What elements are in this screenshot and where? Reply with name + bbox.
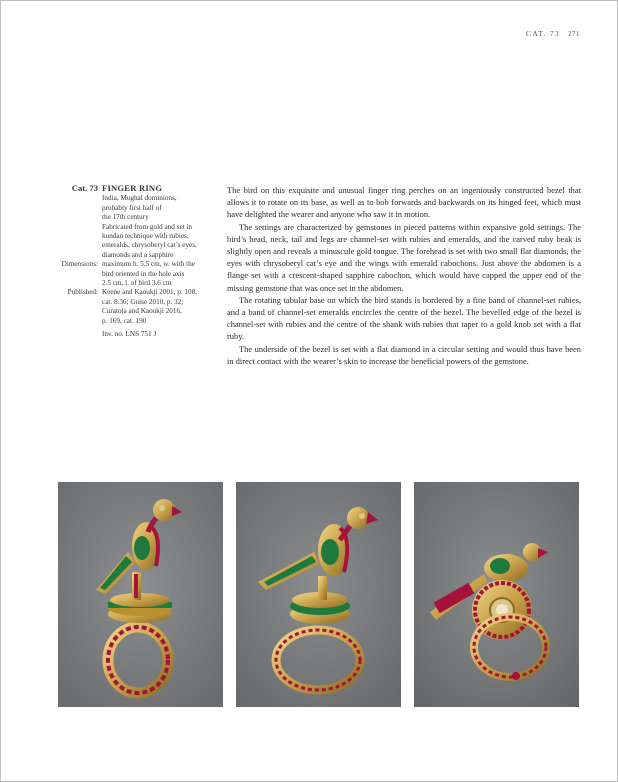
published-line: p. 169, cat. 190: [102, 316, 147, 325]
catalog-entry: [60, 184, 220, 340]
photo-three-quarter-view: [236, 482, 401, 707]
photo-front-view: [58, 482, 223, 707]
origin-row: [60, 194, 220, 222]
dimensions-line: bird oriented in the hole axis: [102, 269, 185, 278]
ring-front-illustration: [58, 482, 223, 707]
catalog-title: FINGER RING: [102, 183, 163, 193]
published-line: cat. 8.36; Guise 2010, p. 32;: [102, 297, 184, 306]
published-label: Published:: [67, 288, 98, 297]
running-head: [526, 29, 580, 38]
body-paragraph: The underside of the bezel is set with a flat diamond in a circular setting and would thus have been in direct contact with the wearer’s skin to increase the beneficial powers of the gemstone.: [227, 343, 581, 366]
catalog-number: Cat. 73: [71, 183, 98, 193]
ring-underside-illustration: [414, 482, 579, 707]
body-paragraph: The settings are characterized by gemstones in pieced patterns within expansive gold settings. The bird’s head, neck, tail and legs are channel-set with rubies and emeralds, and the carved ruby beak is slightly open and reveals a minuscule gold tongue. The forehead is set with two small flat diamonds, the eyes with chrysoberyl cat’s eye and the wings with emerald cabochons. Just above the abdomen is a flange set with a crescent-shaped sapphire cabochon, which would have capped the upper end of the missing gemstone that was once set in the abdomen.: [227, 221, 581, 293]
body-text: [227, 184, 581, 367]
dimensions-line: 2.5 cm, l. of bird 3.6 cm: [102, 279, 172, 288]
published-row: [60, 288, 220, 326]
materials-line: diamonds and a sapphire: [102, 250, 174, 259]
materials-line: emeralds, chrysoberyl cat’s eyes,: [102, 241, 197, 250]
body-paragraph: The bird on this exquisite and unusual finger ring perches on an ingeniously constructed bezel that allows it to rotate on its base, as well as to bob forwards and backwards on its hinged feet, which must have delighted the wearer and anyone who saw it in motion.: [227, 185, 581, 220]
catalog-heading: [60, 184, 220, 193]
inventory-row: [60, 330, 220, 339]
body-paragraph: The rotating tabular base on which the bird stands is bordered by a fine band of channel-set rubies, and a band of channel-set emeralds encircles the centre of the bezel. The bevelled edge of the bezel is channel-set with rubies and the centre of the shank with rubies that taper to a gold knob set with a flat ruby.: [227, 294, 581, 342]
ring-three-quarter-illustration: [236, 482, 401, 707]
dimensions-row: [60, 260, 220, 288]
photo-underside-view: [414, 482, 579, 707]
origin-line: the 17th century: [102, 213, 149, 222]
published-line: Curatola and Kaoukji 2016,: [102, 307, 182, 316]
origin-line: probably first half of: [102, 203, 162, 212]
page-number: 271: [568, 30, 580, 38]
dimensions-label: Dimensions:: [61, 260, 98, 269]
inventory-number: Inv. no. LNS 751 J: [102, 330, 157, 339]
materials-line: kundan technique with rubies,: [102, 232, 189, 241]
materials-line: Fabricated from gold and set in: [102, 222, 193, 231]
materials-row: [60, 223, 220, 261]
published-line: Keene and Kaoukji 2001, p. 108,: [102, 288, 198, 297]
origin-line: India, Mughal dominions,: [102, 194, 177, 203]
dimensions-line: maximum h. 5.5 cm, w. with the: [102, 260, 195, 269]
running-head-label: CAT. 73: [526, 29, 560, 38]
